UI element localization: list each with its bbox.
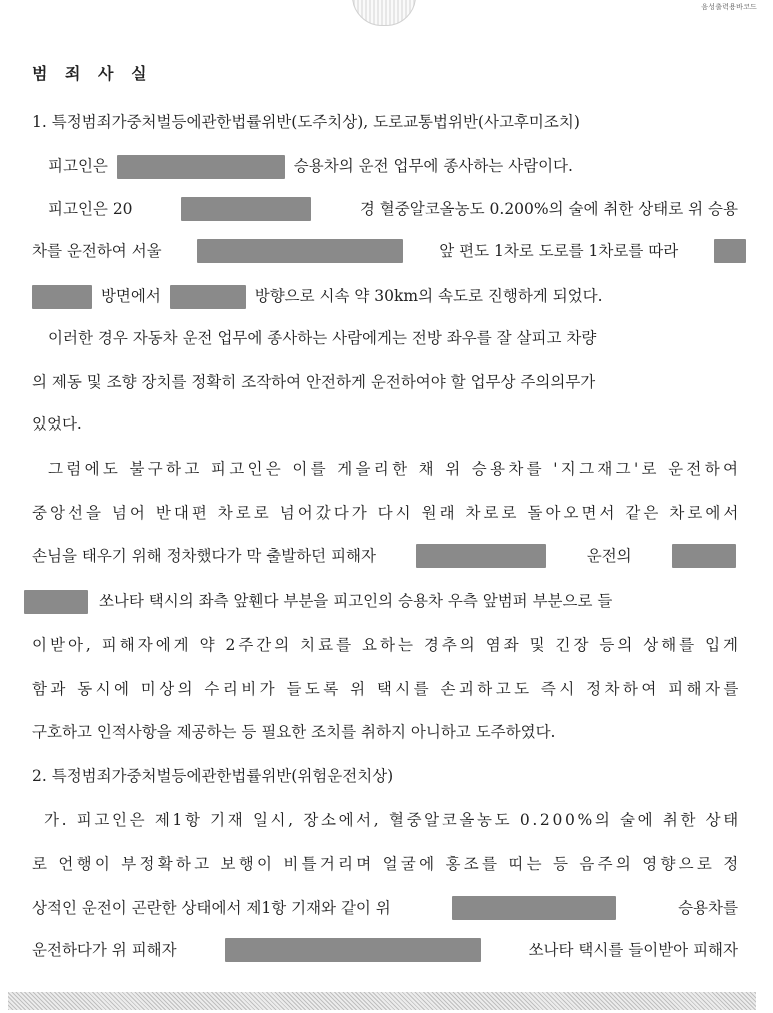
paragraph-line: 가. 피고인은 제1항 기재 일시, 장소에서, 혈중알코올농도 0.200%의 술에 취한 상태	[44, 811, 741, 829]
redaction-box	[170, 285, 246, 309]
redaction-box	[452, 896, 616, 920]
paragraph-line: 로 언행이 부정확하고 보행이 비틀거리며 얼굴에 홍조를 띠는 등 음주의 영향으로 정	[32, 855, 742, 873]
paragraph-line: 상적인 운전이 곤란한 상태에서 제1항 기재와 같이 위 승용차를	[32, 898, 738, 918]
court-seal-emblem	[352, 0, 416, 26]
redaction-box	[24, 590, 88, 614]
redaction-box	[672, 544, 736, 568]
paragraph-line: 의 제동 및 조향 장치를 정확히 조작하여 안전하게 운전하여야 할 업무상 주의의무가	[32, 373, 596, 391]
redaction-box	[32, 285, 92, 309]
paragraph-line: 함과 동시에 미상의 수리비가 들도록 위 택시를 손괴하고도 즉시 정차하여 피해자를	[32, 680, 742, 698]
paragraph-line: 피고인은 20 경 혈중알코올농도 0.200%의 술에 취한 상태로 위 승용	[48, 199, 738, 219]
paragraph-line: 그럼에도 불구하고 피고인은 이를 게을리한 채 위 승용차를 '지그재그'로 운전하여	[48, 460, 742, 478]
paragraph-line: 피고인은 승용차의 운전 업무에 종사하는 사람이다.	[48, 155, 573, 175]
paragraph-line: 이받아, 피해자에게 약 2주간의 치료를 요하는 경추의 염좌 및 긴장 등의 상해를 입게	[32, 636, 742, 654]
redaction-box	[225, 938, 481, 962]
section-heading: 범 죄 사 실	[32, 64, 153, 83]
paragraph-line: 차를 운전하여 서울 앞 편도 1차로 도로를 1차로를 따라	[32, 241, 746, 261]
paragraph-line: 이러한 경우 자동차 운전 업무에 종사하는 사람에게는 전방 좌우를 잘 살피고 차량	[48, 329, 597, 347]
section-2-title: 2. 특정범죄가중처벌등에관한법률위반(위험운전치상)	[32, 767, 394, 785]
paragraph-line: 중앙선을 넘어 반대편 차로로 넘어갔다가 다시 원래 차로로 돌아오면서 같은 차로에서	[32, 504, 742, 522]
barcode-strip	[8, 992, 756, 1010]
redaction-box	[197, 239, 403, 263]
paragraph-line: 방면에서 방향으로 시속 약 30km의 속도로 진행하게 되었다.	[32, 285, 603, 305]
redaction-box	[714, 239, 746, 263]
paragraph-line: 구호하고 인적사항을 제공하는 등 필요한 조치를 취하지 아니하고 도주하였다.	[32, 723, 556, 741]
paragraph-line: 있었다.	[32, 415, 82, 433]
paragraph-line: 쏘나타 택시의 좌측 앞휀다 부분을 피고인의 승용차 우측 앞범퍼 부분으로 들	[24, 590, 612, 610]
paragraph-line: 손님을 태우기 위해 정차했다가 막 출발하던 피해자 운전의	[32, 546, 736, 566]
section-1-title: 1. 특정범죄가중처벌등에관한법률위반(도주치상), 도로교통법위반(사고후미조치)	[32, 113, 580, 131]
redaction-box	[181, 197, 311, 221]
redaction-box	[416, 544, 546, 568]
redaction-box	[117, 155, 285, 179]
barcode-label: 음성출력용바코드	[701, 3, 757, 11]
paragraph-line: 운전하다가 위 피해자 쏘나타 택시를 들이받아 피해자	[32, 940, 738, 960]
